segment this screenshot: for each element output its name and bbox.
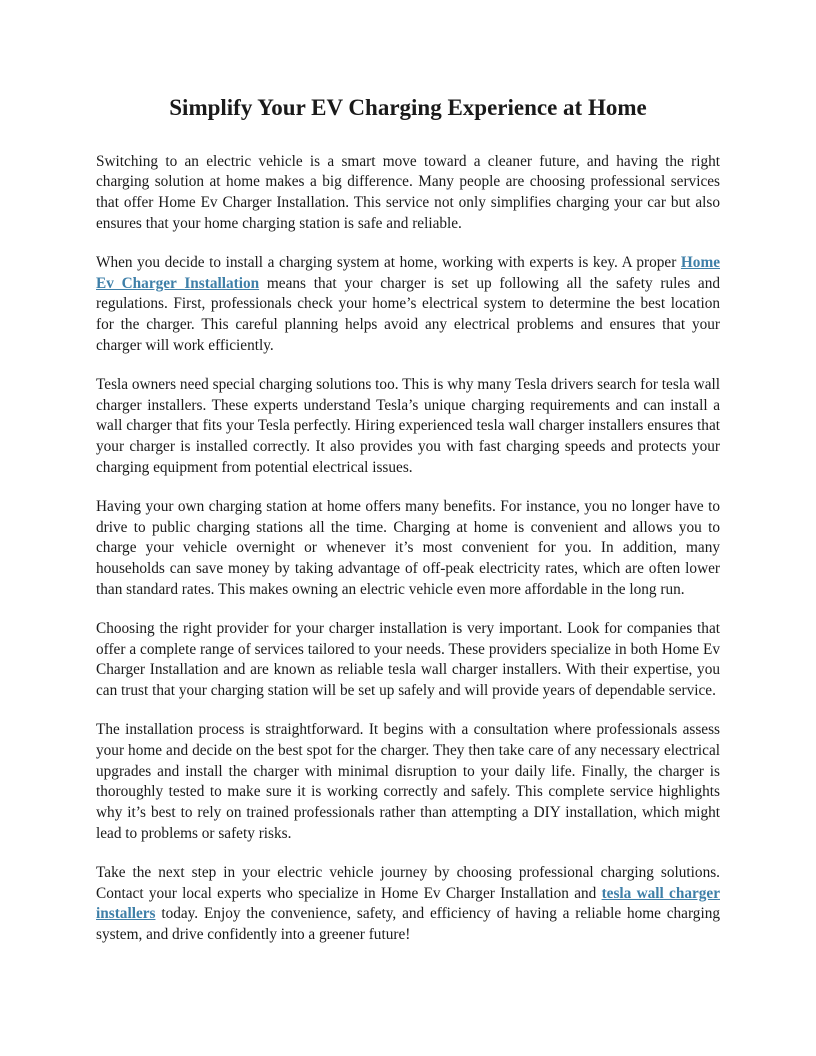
tesla-wall-charger-installers-link[interactable]: tesla wall charger installers xyxy=(96,884,720,923)
paragraph-benefits: Having your own charging station at home offers many benefits. For instance, you no longer have to drive to public charging stations all the time. Charging at home is convenient and allows you to charge your vehicle overnight or whenever it’s most convenient for you. In addition, many households can save money by taking advantage of off-peak electricity rates, which are often lower than standard rates. This makes owning an electric vehicle even more affordable in the long run. xyxy=(96,497,720,598)
page-title: Simplify Your EV Charging Experience at Home xyxy=(169,95,647,120)
paragraph-text: means that your charger is set up following all the safety rules and regulations. First, professionals check your home’s electrical system to determine the best location for the charger. This careful planning helps avoid any electrical problems and ensures that your charger will work efficiently. xyxy=(96,274,721,354)
paragraph-text: today. Enjoy the convenience, safety, and efficiency of having a reliable home charging system, and drive confidently into a greener future! xyxy=(96,905,720,944)
paragraph-tesla: Tesla owners need special charging solutions too. This is why many Tesla drivers search for tesla wall charger installers. These experts understand Tesla’s unique charging requirements and can install a wall charger that fits your Tesla perfectly. Hiring experienced tesla wall charger installers ensures that your charger is installed correctly. It also provides you with fast charging speeds and protects your charging equipment from potential electrical issues. xyxy=(96,375,720,476)
paragraph-process: The installation process is straightforward. It begins with a consultation where professionals assess your home and decide on the best spot for the charger. They then take care of any necessary electrical upgrades and install the charger with minimal disruption to your daily life. Finally, the charger is thoroughly tested to make sure it is working correctly and safely. This complete service highlights why it’s best to rely on trained professionals rather than attempting a DIY installation, which might lead to problems or safety risks. xyxy=(96,721,720,842)
paragraph-closing xyxy=(96,863,720,946)
paragraph-experts xyxy=(96,253,720,357)
home-ev-charger-installation-link[interactable]: Home Ev Charger Installation xyxy=(96,253,720,292)
paragraph-text: Take the next step in your electric vehicle journey by choosing professional charging solutions. Contact your local experts who specialize in Home Ev Charger Installation and xyxy=(96,863,720,902)
paragraph-text: When you decide to install a charging system at home, working with experts is key. A proper xyxy=(96,253,681,271)
document-page xyxy=(96,94,720,964)
paragraph-intro: Switching to an electric vehicle is a smart move toward a cleaner future, and having the right charging solution at home makes a big difference. Many people are choosing professional services that offer Home Ev Charger Installation. This service not only simplifies charging your car but also ensures that your home charging station is safe and reliable. xyxy=(96,152,720,232)
paragraph-provider: Choosing the right provider for your charger installation is very important. Look for companies that offer a complete range of services tailored to your needs. These providers specialize in both Home Ev Charger Installation and are known as reliable tesla wall charger installers. With their expertise, you can trust that your charging station will be set up safely and will provide years of dependable service. xyxy=(96,619,720,700)
